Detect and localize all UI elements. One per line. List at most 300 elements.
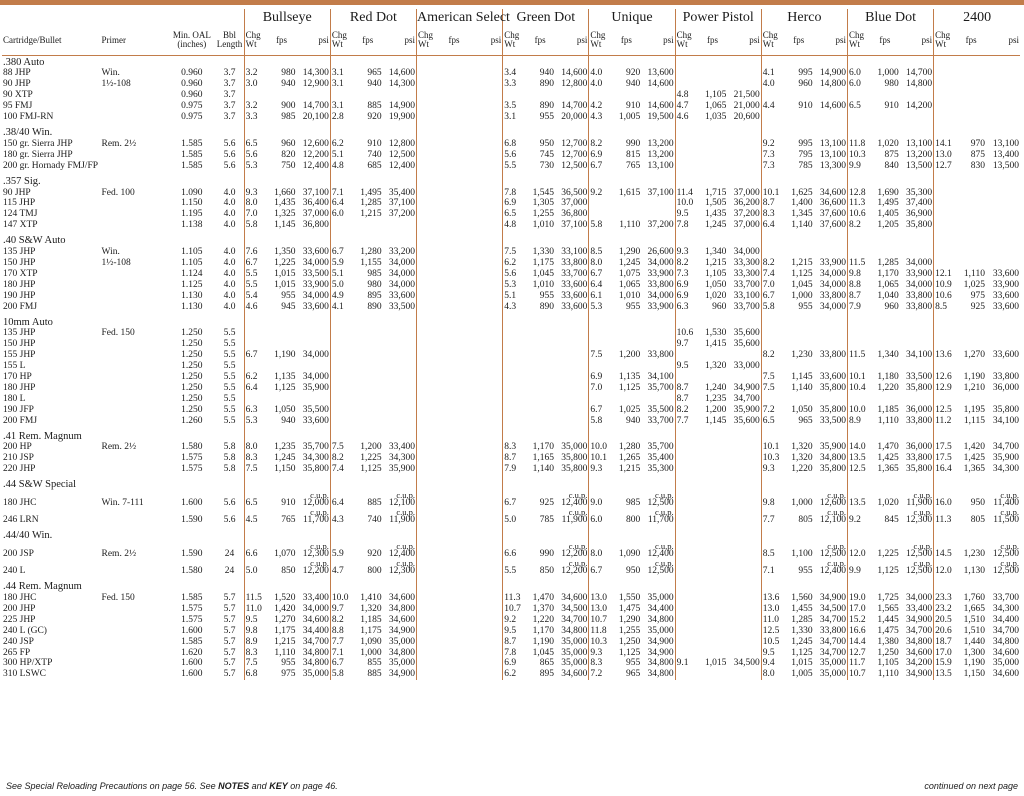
pressure-cell <box>986 636 1020 647</box>
empty-cell <box>417 56 440 69</box>
velocity-cell <box>525 350 555 361</box>
barrel-length-cell: 4.0 <box>223 209 236 220</box>
velocity-cell: 730 <box>539 160 555 171</box>
charge-cell <box>330 372 353 383</box>
empty-cell <box>353 581 383 593</box>
psi-header: psi <box>555 25 589 56</box>
charge-cell: 6.7 <box>330 658 353 669</box>
pressure-cell <box>900 361 934 372</box>
cup-label: c.u.p. <box>654 540 674 551</box>
charge-cell: 5.9 <box>330 542 353 560</box>
charge-cell: 4.2 <box>589 101 612 112</box>
load-row <box>2 658 1020 669</box>
velocity-cell: 1,455 <box>791 604 813 614</box>
pressure-cell <box>641 442 675 453</box>
charge-cell <box>417 442 440 453</box>
pressure-cell <box>814 372 848 383</box>
pressure-cell <box>814 112 848 123</box>
velocity-cell: 940 <box>625 79 641 90</box>
primer-cell <box>101 101 169 112</box>
velocity-cell: 1,475 <box>618 604 641 614</box>
charge-cell <box>417 290 440 301</box>
velocity-cell <box>611 198 641 209</box>
pressure-value: 34,000 <box>906 257 933 268</box>
empty-cell <box>934 56 957 69</box>
pressure-cell <box>641 290 675 301</box>
velocity-cell: 1,050 <box>274 404 296 415</box>
charge-cell <box>675 625 698 636</box>
charge-cell <box>675 491 698 509</box>
velocity-cell: 875 <box>970 149 985 160</box>
charge-cell: 7.8 <box>503 187 526 198</box>
velocity-cell: 1,195 <box>963 404 985 415</box>
pressure-cell <box>814 415 848 426</box>
pressure-cell <box>469 90 503 101</box>
charge-cell <box>330 361 353 372</box>
charge-cell <box>675 350 698 361</box>
pressure-cell <box>555 112 589 123</box>
charge-cell: 18.7 <box>934 636 957 647</box>
pressure-value: 33,600 <box>992 350 1019 361</box>
pressure-value: 12,500 <box>906 566 933 577</box>
cartridge-group-row <box>2 479 1020 491</box>
pressure-cell <box>986 415 1020 426</box>
empty-cell <box>525 235 555 247</box>
pressure-cell <box>814 669 848 680</box>
pressure-value: 11,900 <box>389 515 416 526</box>
empty-cell <box>847 316 870 328</box>
load-row <box>2 68 1020 79</box>
empty-cell <box>469 175 503 187</box>
charge-cell: 8.3 <box>761 209 784 220</box>
charge-cell: 8.3 <box>503 442 526 453</box>
load-row <box>2 464 1020 475</box>
barrel-length-cell: 5.7 <box>223 593 236 604</box>
pressure-value: 33,900 <box>819 257 846 268</box>
pressure-cell <box>555 415 589 426</box>
pressure-value: 34,000 <box>302 257 329 268</box>
pressure-cell <box>469 328 503 339</box>
velocity-cell <box>439 508 469 526</box>
velocity-cell: 910 <box>281 497 296 508</box>
cartridge-name: .44 S&W Special <box>3 479 77 491</box>
pressure-value: 35,800 <box>819 464 846 475</box>
empty-cell <box>330 316 353 328</box>
pressure-cell <box>900 647 934 658</box>
pressure-value: 33,800 <box>906 301 933 312</box>
barrel-length-cell: 3.7 <box>223 79 236 90</box>
pressure-cell <box>469 290 503 301</box>
empty-cell <box>986 126 1020 138</box>
charge-cell: 5.1 <box>330 268 353 279</box>
bullet-cell: 180 JHC <box>3 497 37 508</box>
primer-cell <box>101 625 169 636</box>
charge-cell: 9.5 <box>503 625 526 636</box>
empty-cell <box>383 581 417 593</box>
empty-cell <box>555 56 589 69</box>
pressure-cell <box>383 138 417 149</box>
velocity-cell: 750 <box>281 160 296 171</box>
charge-cell <box>417 90 440 101</box>
velocity-cell: 1,330 <box>532 247 555 258</box>
pressure-value: 33,500 <box>819 415 846 426</box>
velocity-cell <box>698 372 728 383</box>
empty-cell <box>900 479 934 491</box>
bullet-cell: 180 JHC <box>3 593 37 604</box>
velocity-cell: 1,305 <box>532 198 555 209</box>
empty-cell <box>761 126 784 138</box>
charge-cell: 9.3 <box>675 247 698 258</box>
pressure-value: 13,500 <box>906 160 933 171</box>
charge-cell: 8.2 <box>589 138 612 149</box>
charge-cell: 5.8 <box>244 220 267 231</box>
velocity-cell <box>870 112 900 123</box>
pressure-cell <box>469 339 503 350</box>
charge-cell: 14.5 <box>934 542 957 560</box>
velocity-cell: 1,215 <box>618 464 641 475</box>
velocity-cell: 745 <box>539 149 555 160</box>
pressure-value: 20,600 <box>733 111 760 122</box>
charge-cell: 3.2 <box>244 101 267 112</box>
top-accent-bar <box>0 0 1024 5</box>
barrel-length-cell: 5.5 <box>223 361 236 372</box>
min-oal-cell: 1.250 <box>181 393 203 404</box>
charge-cell: 10.0 <box>330 593 353 604</box>
pressure-value: 33,500 <box>388 301 416 312</box>
cup-label: c.u.p. <box>396 540 416 551</box>
pressure-value: 35,000 <box>388 658 416 669</box>
pressure-cell <box>727 112 761 123</box>
charge-cell: 15.2 <box>847 615 870 626</box>
charge-cell: 14.4 <box>847 636 870 647</box>
pressure-value: 13,200 <box>906 149 933 160</box>
pressure-value: 36,000 <box>906 442 933 453</box>
velocity-cell: 1,220 <box>877 382 899 393</box>
bullet-cell: 100 FMJ-RN <box>3 111 54 122</box>
pressure-value: 34,000 <box>819 301 846 312</box>
charge-cell: 6.9 <box>589 372 612 383</box>
velocity-cell: 1,400 <box>791 198 813 209</box>
pressure-cell <box>383 79 417 90</box>
empty-cell <box>870 56 900 69</box>
pressure-value: 34,800 <box>388 647 416 658</box>
charge-cell: 7.3 <box>761 149 784 160</box>
charge-cell <box>675 508 698 526</box>
charge-cell: 4.8 <box>675 90 698 101</box>
cup-label: c.u.p. <box>1000 507 1019 518</box>
pressure-value: 14,300 <box>302 68 329 79</box>
charge-cell <box>330 220 353 231</box>
velocity-cell <box>698 604 728 615</box>
charge-cell: 23.2 <box>934 604 957 615</box>
velocity-cell <box>698 593 728 604</box>
empty-cell <box>383 235 417 247</box>
pressure-value: 20,100 <box>302 111 329 122</box>
pressure-cell <box>641 604 675 615</box>
velocity-cell <box>439 328 469 339</box>
empty-cell <box>814 126 848 138</box>
pressure-value: 34,700 <box>819 636 846 647</box>
velocity-cell: 795 <box>798 149 813 160</box>
empty-cell <box>675 316 698 328</box>
bullet-cell: 180 JHP <box>3 382 36 393</box>
charge-cell <box>330 404 353 415</box>
velocity-cell: 1,130 <box>963 566 985 577</box>
velocity-cell: 685 <box>367 160 382 171</box>
charge-cell <box>417 604 440 615</box>
charge-cell: 9.2 <box>761 138 784 149</box>
charge-cell: 4.9 <box>330 290 353 301</box>
empty-cell <box>296 479 330 491</box>
pressure-value: 34,000 <box>906 279 933 290</box>
empty-cell <box>244 235 267 247</box>
charge-cell: 4.8 <box>330 160 353 171</box>
velocity-cell: 1,180 <box>877 371 899 382</box>
velocity-cell: 955 <box>281 290 296 301</box>
empty-cell <box>589 530 612 542</box>
pressure-cell <box>900 464 934 475</box>
min-oal-cell: 0.960 <box>181 90 203 101</box>
empty-cell <box>503 430 526 442</box>
charge-cell: 13.0 <box>761 604 784 615</box>
charge-cell: 4.3 <box>330 508 353 526</box>
velocity-cell: 985 <box>625 497 641 508</box>
velocity-cell <box>439 101 469 112</box>
barrel-length-cell: 5.6 <box>223 497 236 508</box>
charge-cell: 16.6 <box>847 625 870 636</box>
velocity-cell: 1,145 <box>274 220 296 231</box>
pressure-cell <box>641 68 675 79</box>
barrel-length-cell: 5.5 <box>223 393 236 404</box>
charge-cell: 6.2 <box>244 372 267 383</box>
pressure-value: 34,900 <box>906 669 933 680</box>
charge-cell: 8.7 <box>761 198 784 209</box>
velocity-cell: 1,470 <box>877 442 899 453</box>
empty-cell <box>469 56 503 69</box>
pressure-value: 35,000 <box>561 636 588 647</box>
empty-cell <box>761 479 784 491</box>
velocity-cell: 1,015 <box>274 279 296 290</box>
load-row <box>2 647 1020 658</box>
charge-cell <box>503 382 526 393</box>
cup-label: c.u.p. <box>396 507 416 518</box>
empty-cell <box>417 581 440 593</box>
velocity-cell <box>439 593 469 604</box>
velocity-cell: 1,000 <box>791 497 813 508</box>
empty-cell <box>675 235 698 247</box>
velocity-cell <box>525 90 555 101</box>
velocity-cell: 1,170 <box>532 442 555 453</box>
pressure-value: 33,000 <box>733 361 760 372</box>
velocity-cell: 1,170 <box>532 625 555 636</box>
charge-cell: 15.9 <box>934 658 957 669</box>
min-oal-cell: 1.575 <box>181 604 203 614</box>
pressure-value: 12,400 <box>819 566 846 577</box>
charge-cell: 11.0 <box>761 615 784 626</box>
empty-cell <box>330 479 353 491</box>
pressure-cell <box>555 160 589 171</box>
velocity-cell: 960 <box>798 79 813 90</box>
pressure-cell <box>727 542 761 560</box>
pressure-cell <box>900 198 934 209</box>
fps-header: fps <box>439 25 469 56</box>
primer-cell <box>101 508 169 526</box>
empty-cell <box>847 530 870 542</box>
pressure-cell <box>814 593 848 604</box>
bullet-cell: 220 JHP <box>3 464 36 475</box>
charge-cell <box>675 593 698 604</box>
velocity-cell <box>439 339 469 350</box>
pressure-cell <box>900 112 934 123</box>
load-row <box>2 160 1020 171</box>
load-row <box>2 615 1020 626</box>
pressure-cell <box>296 669 330 680</box>
velocity-cell <box>870 393 900 404</box>
empty-cell <box>525 430 555 442</box>
charge-cell <box>330 415 353 426</box>
empty-cell <box>503 316 526 328</box>
charge-cell <box>417 393 440 404</box>
pressure-cell <box>900 625 934 636</box>
empty-cell <box>956 581 986 593</box>
pressure-cell <box>296 442 330 453</box>
charge-cell <box>417 615 440 626</box>
pressure-cell <box>727 198 761 209</box>
pressure-cell <box>296 220 330 231</box>
charge-cell: 7.1 <box>761 559 784 577</box>
fps-header: fps <box>870 25 900 56</box>
charge-cell: 6.7 <box>761 290 784 301</box>
barrel-length-cell: 5.5 <box>223 382 236 393</box>
cup-label: c.u.p. <box>396 489 416 500</box>
velocity-cell <box>439 604 469 615</box>
load-row <box>2 301 1020 312</box>
barrel-length-cell: 5.5 <box>223 328 236 339</box>
primer-cell <box>101 604 169 615</box>
velocity-cell <box>439 258 469 269</box>
pressure-cell <box>555 220 589 231</box>
psi-header: psi <box>383 25 417 56</box>
charge-cell: 2.8 <box>330 112 353 123</box>
pressure-cell <box>296 301 330 312</box>
velocity-cell <box>698 647 728 658</box>
pressure-cell <box>814 160 848 171</box>
pressure-cell <box>296 615 330 626</box>
velocity-cell <box>525 393 555 404</box>
charge-cell: 5.8 <box>761 301 784 312</box>
pressure-cell <box>900 101 934 112</box>
pressure-value: 12,000 <box>302 497 329 508</box>
empty-cell <box>814 56 848 69</box>
empty-cell <box>784 530 814 542</box>
barrel-length-cell: 5.5 <box>223 371 236 382</box>
cartridge-group-row <box>2 175 1020 187</box>
pressure-value: 34,800 <box>388 604 416 614</box>
charge-cell: 3.1 <box>503 112 526 123</box>
charge-cell <box>330 350 353 361</box>
pressure-cell <box>814 101 848 112</box>
velocity-cell <box>956 187 986 198</box>
empty-cell <box>555 316 589 328</box>
pressure-value: 12,300 <box>906 515 933 526</box>
cup-label: c.u.p. <box>568 489 588 500</box>
empty-cell <box>267 530 297 542</box>
empty-cell <box>267 56 297 69</box>
empty-cell <box>784 430 814 442</box>
powder-header-row <box>2 9 1020 25</box>
charge-cell <box>417 658 440 669</box>
charge-cell: 9.5 <box>761 647 784 658</box>
key-ref: KEY <box>269 781 288 791</box>
pressure-value: 34,100 <box>906 350 933 361</box>
velocity-cell: 995 <box>798 138 813 149</box>
pressure-cell <box>469 187 503 198</box>
charge-cell: 6.8 <box>503 138 526 149</box>
velocity-cell: 985 <box>367 268 382 279</box>
empty-cell <box>469 581 503 593</box>
min-oal-cell: 1.575 <box>181 453 203 464</box>
pressure-value: 12,300 <box>388 566 416 577</box>
pressure-cell <box>555 393 589 404</box>
charge-cell: 10.5 <box>761 636 784 647</box>
velocity-cell <box>439 625 469 636</box>
pressure-value: 33,800 <box>819 290 846 301</box>
pressure-cell <box>986 339 1020 350</box>
velocity-cell: 785 <box>798 160 813 171</box>
velocity-cell <box>267 339 297 350</box>
velocity-cell: 1,475 <box>877 625 899 636</box>
charge-cell: 9.7 <box>675 339 698 350</box>
pressure-cell <box>641 372 675 383</box>
velocity-cell: 1,110 <box>619 220 641 231</box>
charge-cell <box>847 247 870 258</box>
primer-cell <box>101 453 169 464</box>
pressure-value: 13,400 <box>992 149 1019 160</box>
empty-cell <box>417 479 440 491</box>
pressure-value: 34,000 <box>906 593 933 604</box>
charge-cell: 3.1 <box>330 79 353 90</box>
pressure-cell <box>296 112 330 123</box>
charge-cell: 5.3 <box>244 415 267 426</box>
velocity-cell: 885 <box>367 669 382 680</box>
pressure-value: 12,200 <box>561 548 588 559</box>
empty-cell <box>589 581 612 593</box>
min-oal-cell: 0.975 <box>181 111 203 122</box>
pressure-cell <box>986 615 1020 626</box>
pressure-cell <box>555 138 589 149</box>
pressure-value: 19,500 <box>647 111 674 122</box>
charge-cell: 12.1 <box>934 268 957 279</box>
pressure-cell <box>555 491 589 509</box>
pressure-value: 34,900 <box>733 382 760 393</box>
pressure-cell <box>986 187 1020 198</box>
barrel-length-cell: 4.0 <box>223 301 236 312</box>
pressure-value: 12,100 <box>819 515 846 526</box>
pressure-cell <box>383 669 417 680</box>
charge-cell <box>589 393 612 404</box>
pressure-value: 34,300 <box>302 453 329 464</box>
pressure-cell <box>986 669 1020 680</box>
pressure-cell <box>641 658 675 669</box>
velocity-cell: 1,105 <box>705 268 727 279</box>
velocity-cell: 1,215 <box>274 636 296 647</box>
velocity-cell <box>698 508 728 526</box>
pressure-cell <box>727 268 761 279</box>
min-oal-cell: 1.590 <box>181 548 203 559</box>
charge-cell <box>417 138 440 149</box>
velocity-cell <box>611 393 641 404</box>
primer-cell: 1½-108 <box>101 79 131 90</box>
